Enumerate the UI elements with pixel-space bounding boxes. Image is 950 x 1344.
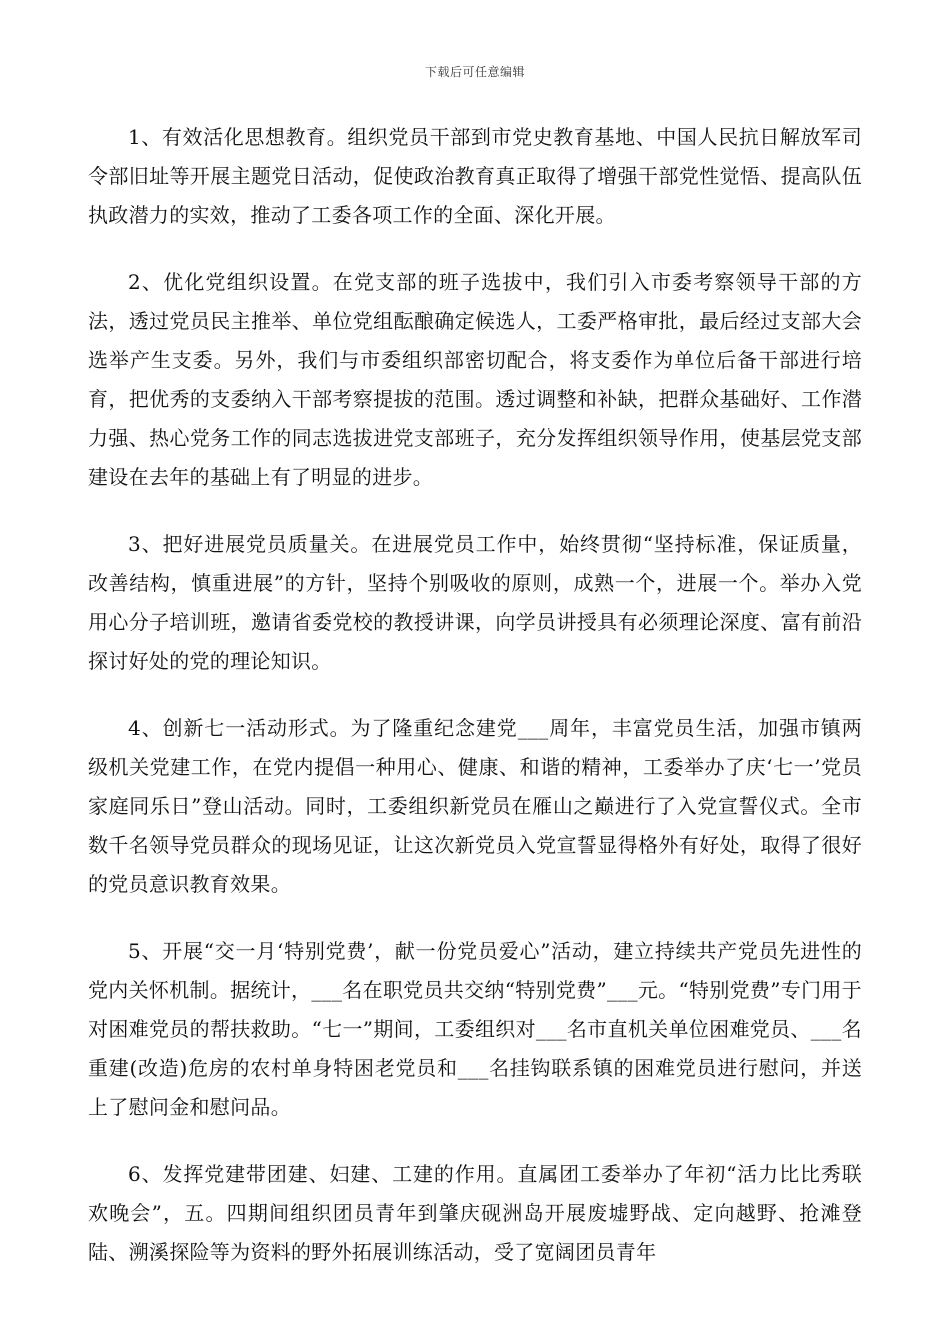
paragraph-3: 3、把好进展党员质量关。在进展党员工作中，始终贯彻“坚持标准，保证质量，改善结构，慎重进展”的方针，坚持个别吸收的原则，成熟一个，进展一个。举办入党用心分子培训班，邀请省委党校的教授讲课，向学员讲授具有必须理论深度、富有前沿探讨好处的党的理论知识。 (88, 532, 862, 673)
page-header-note: 下载后可任意编辑 (424, 65, 525, 79)
paragraph-4: 4、创新七一活动形式。为了隆重纪念建党___周年，丰富党员生活，加强市镇两级机关党建工作，在党内提倡一种用心、健康、和谐的精神，工委举办了庆‘七一’党员家庭同乐日”登山活动。同时，工委组织新党员在雁山之巅进行了入党宣誓仪式。全市数千名领导党员群众的现场见证，让这次新党员入党宣誓显得格外有好处，取得了很好的党员意识教育效果。 (88, 716, 862, 896)
document-body (88, 118, 862, 1300)
paragraph-6: 6、发挥党建带团建、妇建、工建的作用。直属团工委举办了年初“活力比比秀联欢晚会”，五。四期间组织团员青年到肇庆砚洲岛开展废墟野战、定向越野、抢滩登陆、溯溪探险等为资料的野外拓展训练活动，受了宽阔团员青年 (88, 1162, 862, 1264)
paragraph-5: 5、开展“交一月‘特别党费’，献一份党员爱心”活动，建立持续共产党员先进性的党内关怀机制。据统计，___名在职党员共交纳“特别党费”___元。“特别党费”专门用于对困难党员的帮扶救助。“七一”期间，工委组织对___名市直机关单位困难党员、___名重建(改造)危房的农村单身特困老党员和___名挂钩联系镇的困难党员进行慰问，并送上了慰问金和慰问品。 (88, 939, 862, 1119)
paragraph-1: 1、有效活化思想教育。组织党员干部到市党史教育基地、中国人民抗日解放军司令部旧址等开展主题党日活动，促使政治教育真正取得了增强干部党性觉悟、提高队伍执政潜力的实效，推动了工委各项工作的全面、深化开展。 (88, 125, 862, 227)
paragraph-2: 2、优化党组织设置。在党支部的班子选拔中，我们引入市委考察领导干部的方法，透过党员民主推举、单位党组酝酿确定候选人，工委严格审批，最后经过支部大会选举产生支委。另外，我们与市委组织部密切配合，将支委作为单位后备干部进行培育，把优秀的支委纳入干部考察提拔的范围。透过调整和补缺，把群众基础好、工作潜力强、热心党务工作的同志选拔进党支部班子，充分发挥组织领导作用，使基层党支部建设在去年的基础上有了明显的进步。 (88, 270, 862, 489)
